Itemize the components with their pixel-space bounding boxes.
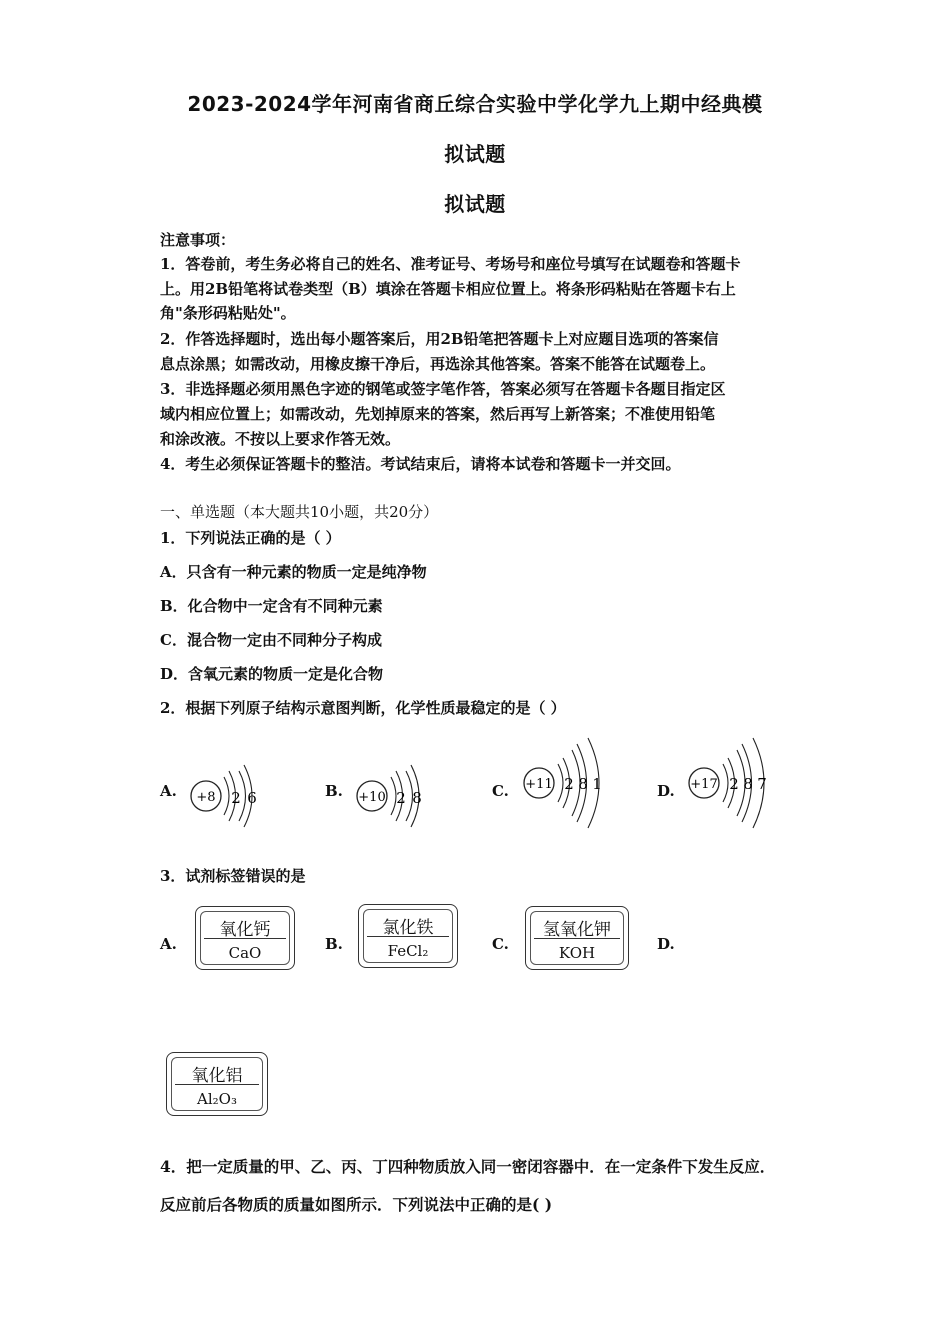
atom-diagram-c (520, 728, 620, 828)
atom-c-shell-2: 8 (578, 775, 588, 793)
reagent-label-c-name: 氢氧化钾 (543, 920, 611, 940)
question-2-letter-b: B. (325, 782, 343, 800)
atom-d-shell-3: 7 (757, 775, 767, 793)
question-2-stem: 2．根据下列原子结构示意图判断，化学性质最稳定的是（ ） (160, 699, 566, 717)
reagent-label-b-formula: FeCl₂ (387, 942, 429, 960)
atom-b-nucleus: +10 (358, 790, 386, 805)
atom-a-shell-1: 2 (231, 789, 241, 807)
question-2-letter-c: C. (492, 782, 509, 800)
reagent-label-c (525, 906, 629, 970)
question-1-option-b: B．化合物中一定含有不同种元素 (160, 597, 383, 615)
notice-line: 1．答卷前，考生务必将自己的姓名、准考证号、考场号和座位号填写在试题卷和答题卡 (160, 255, 741, 273)
reagent-label-a-formula: CaO (228, 944, 262, 962)
notice-line: 2．作答选择题时，选出每小题答案后，用2B铅笔把答题卡上对应题目选项的答案信 (160, 330, 719, 348)
exam-title-line1: 2023-2024学年河南省商丘综合实验中学化学九上期中经典模 (187, 92, 763, 116)
atom-a-nucleus: +8 (196, 790, 216, 805)
atom-d-shell-2: 8 (743, 775, 753, 793)
atom-c-shell-3: 1 (592, 775, 602, 793)
question-3-letter-a: A. (160, 935, 177, 953)
notice-line: 上。用2B铅笔将试卷类型（B）填涂在答题卡相应位置上。将条形码粘贴在答题卡右上 (160, 280, 736, 298)
exam-title-line3: 拟试题 (444, 192, 506, 216)
exam-title-line2: 拟试题 (444, 142, 506, 166)
notice-heading: 注意事项： (160, 231, 236, 249)
reagent-label-b (358, 904, 458, 968)
question-1-option-d: D．含氧元素的物质一定是化合物 (160, 665, 384, 683)
atom-c-nucleus: +11 (525, 777, 553, 792)
question-1-option-c: C．混合物一定由不同种分子构成 (160, 631, 382, 649)
atom-diagram-b (355, 755, 445, 837)
reagent-label-d-name: 氧化铝 (191, 1066, 243, 1086)
reagent-label-c-formula: KOH (558, 944, 596, 962)
question-2-letter-a: A. (160, 782, 177, 800)
reagent-label-d (166, 1052, 268, 1116)
reagent-label-a-name: 氧化钙 (219, 920, 271, 940)
notice-line: 4．考生必须保证答题卡的整洁。考试结束后，请将本试卷和答题卡一并交回。 (160, 455, 681, 473)
atom-b-shell-2: 8 (412, 789, 422, 807)
atom-d-nucleus: +17 (690, 777, 718, 792)
question-3-stem: 3．试剂标签错误的是 (160, 867, 306, 885)
reagent-label-b-name: 氯化铁 (382, 918, 434, 938)
question-4-stem-line1: 4．把一定质量的甲、乙、丙、丁四种物质放入同一密闭容器中．在一定条件下发生反应． (160, 1157, 776, 1176)
reagent-label-a (195, 906, 295, 970)
question-1-option-a: A．只含有一种元素的物质一定是纯净物 (160, 563, 427, 581)
atom-diagram-a (188, 755, 278, 837)
notice-line: 和涂改液。不按以上要求作答无效。 (160, 430, 401, 448)
notice-line: 息点涂黑；如需改动，用橡皮擦干净后，再选涂其他答案。答案不能答在试题卷上。 (160, 355, 716, 373)
reagent-label-d-formula: Al₂O₃ (197, 1090, 237, 1108)
notice-line: 角"条形码粘贴处"。 (160, 304, 296, 322)
question-2-letter-d: D. (657, 782, 675, 800)
question-1-stem: 1．下列说法正确的是（ ） (160, 529, 341, 547)
question-3-letter-b: B. (325, 935, 343, 953)
question-3-letter-c: C. (492, 935, 509, 953)
notice-line: 3．非选择题必须用黑色字迹的钢笔或签字笔作答，答案必须写在答题卡各题目指定区 (160, 380, 726, 398)
question-3-letter-d: D. (657, 935, 675, 953)
atom-b-shell-1: 2 (396, 789, 406, 807)
atom-diagram-d (685, 728, 785, 828)
section-heading: 一、单选题（本大题共10小题，共20分） (160, 503, 439, 521)
atom-d-shell-1: 2 (729, 775, 739, 793)
atom-c-shell-1: 2 (564, 775, 574, 793)
atom-a-shell-2: 6 (247, 789, 257, 807)
question-4-stem-line2: 反应前后各物质的质量如图所示．下列说法中正确的是( ) (160, 1195, 553, 1214)
notice-line: 域内相应位置上；如需改动，先划掉原来的答案，然后再写上新答案；不准使用铅笔 (160, 405, 716, 423)
